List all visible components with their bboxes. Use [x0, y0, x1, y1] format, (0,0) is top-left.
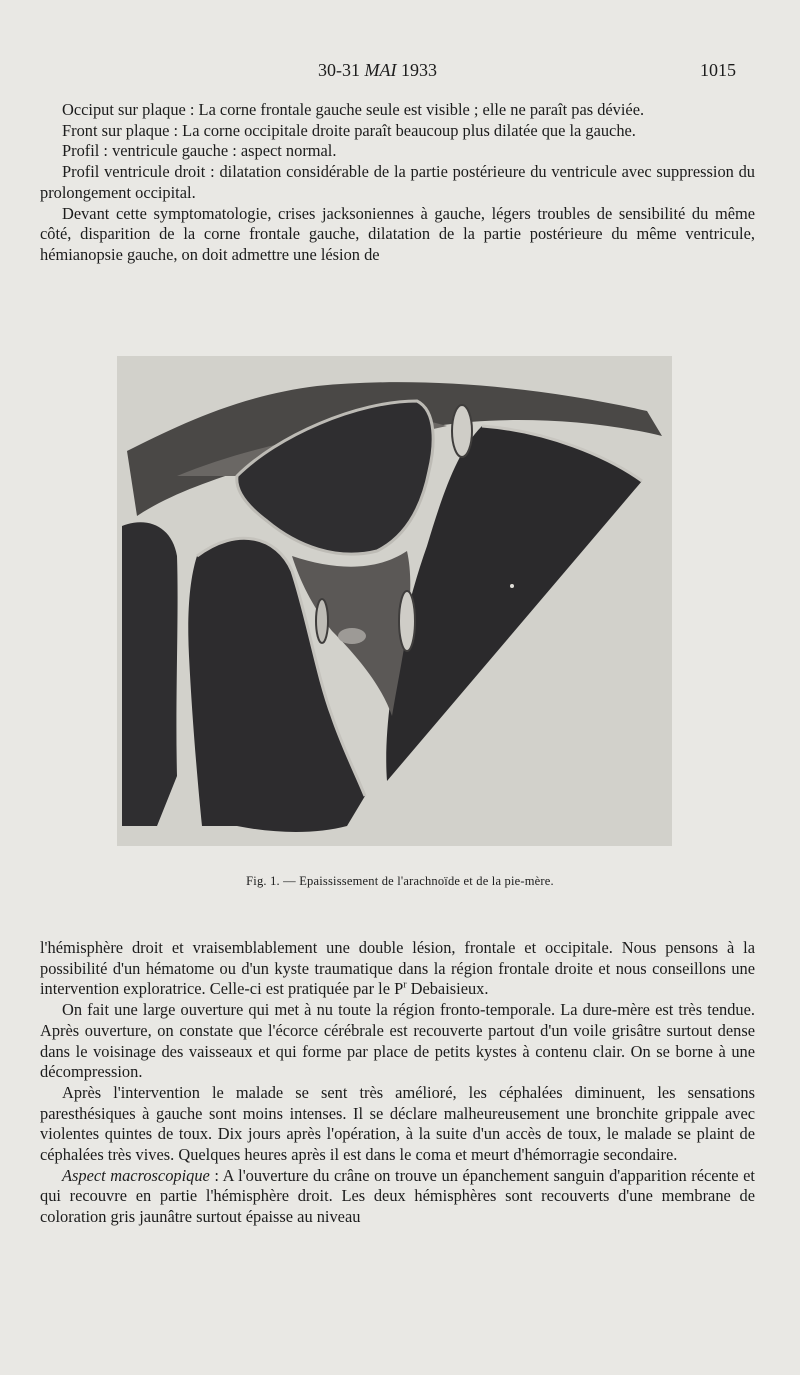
paragraph-profil-gauche: Profil : ventricule gauche : aspect normal. [62, 141, 337, 161]
top-text-block [40, 100, 755, 266]
date-days: 30-31 [318, 60, 360, 80]
paragraph-profil-droit: Profil ventricule droit : dilatation considérable de la partie postérieure du ventricule avec suppression du prolongement occipital. [40, 162, 755, 202]
date-month: MAI [364, 60, 397, 80]
paragraph-front: Front sur plaque : La corne occipitale droite paraît beaucoup plus dilatée que la gauche. [62, 120, 636, 140]
figure-caption: Fig. 1. — Epaississement de l'arachnoïde et de la pie-mère. [246, 874, 554, 888]
p1-superscript: r [403, 979, 407, 991]
micrograph-image [117, 356, 672, 846]
aspect-heading: Aspect macroscopique [62, 1165, 210, 1185]
p1-text-end: Debaisieux. [406, 979, 489, 999]
paragraph-occiput: Occiput sur plaque : La corne frontale gauche seule est visible ; elle ne paraît pas déviée. [62, 100, 645, 119]
page-number: 1015 [700, 60, 736, 80]
paragraph-devant: Devant cette symptomatologie, crises jacksoniennes à gauche, légers troubles de sensibilité du même côté, disparition de la corne frontale gauche, dilatation de la partie postérieure du même ventricule, hémianopsie gauche, on doit admettre une lésion de [40, 203, 755, 264]
paragraph-intervention: Après l'intervention le malade se sent très amélioré, les céphalées diminuent, les sensations paresthésiques à gauche sont moins intenses. Il se déclare malheureusement une bronchite grippale avec violentes quintes de toux. Dix jours après l'opération, à la suite d'un accès de toux, le malade se plaint de céphalées très vives. Quelques heures après il est dans le coma et meurt d'hémorragie secondaire. [40, 1082, 755, 1165]
date-year: 1933 [400, 60, 437, 80]
bottom-text-block [40, 938, 755, 1228]
paragraph-aspect [40, 1166, 755, 1228]
paragraph-hemisphere [40, 938, 755, 1000]
figure-micrograph [117, 356, 672, 846]
header-date [318, 60, 437, 81]
p1-text: l'hémisphère droit et vraisemblablement une double lésion, frontale et occipitale. Nous pensons à la possibilité d'un hématome ou d'un kyste traumatique dans la région frontale droite et nous conseillons une intervention exploratrice. Celle-ci est pratiquée par le P [40, 938, 755, 999]
aspect-text: : A l'ouverture du crâne on trouve un épanchement sanguin d'apparition récente et qui recouvre en partie l'hémisphère droit. Les deux hémisphères sont recouverts d'une membrane de coloration gris jaunâtre surtout épaisse au niveau [40, 1165, 755, 1227]
running-header [0, 60, 800, 86]
paragraph-ouverture: On fait une large ouverture qui met à nu toute la région fronto-temporale. La dure-mère est très tendue. Après ouverture, on constate que l'écorce cérébrale est recouverte partout d'un voile grisâtre surtout dense dans le voisinage des vaisseaux et qui forme par place de petits kystes à contenu clair. On se borne à une décompression. [40, 1000, 755, 1082]
